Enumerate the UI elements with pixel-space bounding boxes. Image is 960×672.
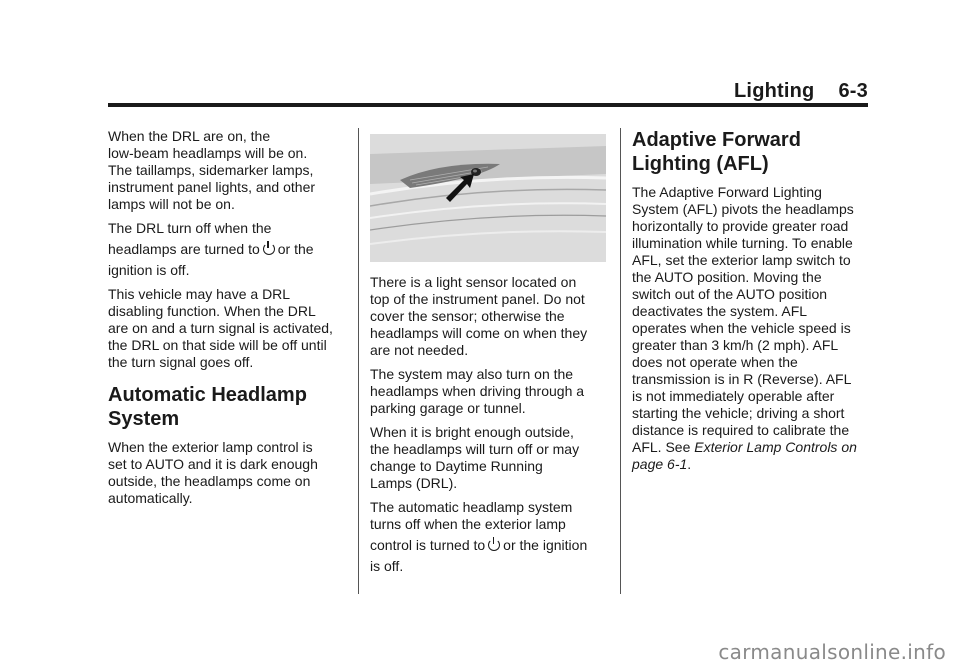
- text-line: change to Daytime Running: [370, 458, 543, 474]
- text-line: is off.: [370, 558, 404, 574]
- text-line: When the DRL are on, the: [108, 128, 271, 144]
- text-line: The automatic headlamp system: [370, 499, 573, 515]
- text-line: headlamps when driving through a: [370, 383, 585, 399]
- heading-line: System: [108, 408, 180, 430]
- text-line: the DRL on that side will be off until: [108, 337, 327, 353]
- text-line: When the exterior lamp control is: [108, 439, 313, 455]
- text-line: the headlamps will turn off or may: [370, 441, 580, 457]
- power-off-icon: [263, 243, 275, 255]
- text-line: the AUTO position. Moving the: [632, 269, 822, 285]
- text-line: When it is bright enough outside,: [370, 424, 574, 440]
- light-sensor-illustration: [370, 134, 606, 262]
- header-rule: [108, 103, 868, 107]
- sensor-location-paragraph: [370, 274, 610, 359]
- text-fragment: or the: [277, 241, 314, 257]
- text-line: disabling function. When the DRL: [108, 303, 316, 319]
- text-line: There is a light sensor located on: [370, 274, 577, 290]
- text-line: distance is required to calibrate the: [632, 422, 850, 438]
- text-line: operates when the vehicle speed is: [632, 320, 851, 336]
- text-fragment: or the ignition: [503, 537, 588, 553]
- text-line: transmission is in R (Reverse). AFL: [632, 371, 852, 387]
- text-line: top of the instrument panel. Do not: [370, 291, 585, 307]
- text-line: outside, the headlamps come on: [108, 473, 311, 489]
- text-line: cover the sensor; otherwise the: [370, 308, 565, 324]
- text-line: low-beam headlamps will be on.: [108, 145, 308, 161]
- column-2: [370, 128, 610, 582]
- text-line: greater than 3 km/h (2 mph). AFL: [632, 337, 839, 353]
- text-fragment: control is turned to: [370, 537, 486, 553]
- text-line: The taillamps, sidemarker lamps,: [108, 162, 314, 178]
- text-line: [632, 456, 872, 473]
- text-line: automatically.: [108, 490, 193, 506]
- text-line: are not needed.: [370, 342, 469, 358]
- text-line: switch out of the AUTO position: [632, 286, 828, 302]
- text-line: lamps will not be on.: [108, 196, 235, 212]
- text-line: The DRL turn off when the: [108, 220, 272, 236]
- text-line: does not operate when the: [632, 354, 798, 370]
- text-line: The system may also turn on the: [370, 366, 574, 382]
- text-line: [632, 439, 872, 456]
- text-line: Lamps (DRL).: [370, 475, 458, 491]
- bright-outside-paragraph: [370, 424, 610, 492]
- text-line: is not immediately operable after: [632, 388, 835, 404]
- text-line: ignition is off.: [108, 262, 190, 278]
- system-off-paragraph: [370, 499, 610, 575]
- auto-headlamp-paragraph: [108, 439, 348, 507]
- text-line: The Adaptive Forward Lighting: [632, 184, 822, 200]
- column-3: [632, 128, 872, 480]
- text-line: starting the vehicle; driving a short: [632, 405, 845, 421]
- heading-line: Automatic Headlamp: [108, 384, 307, 406]
- column-divider-1: [358, 128, 359, 594]
- text-line: instrument panel lights, and other: [108, 179, 316, 195]
- automatic-headlamp-heading: [108, 383, 348, 431]
- text-line: headlamps will come on when they: [370, 325, 588, 341]
- tunnel-paragraph: [370, 366, 610, 417]
- text-line: are on and a turn signal is activated,: [108, 320, 333, 336]
- page-number: 6-3: [838, 80, 868, 102]
- afl-paragraph: [632, 184, 872, 473]
- heading-line: Lighting (AFL): [632, 153, 769, 175]
- afl-heading: [632, 128, 872, 176]
- text-line: illumination while turning. To enable: [632, 235, 853, 251]
- drl-on-paragraph: [108, 128, 348, 213]
- text-line: the turn signal goes off.: [108, 354, 254, 370]
- power-off-icon: [488, 539, 500, 551]
- text-line: turns off when the exterior lamp: [370, 516, 566, 532]
- text-line: deactivates the system. AFL: [632, 303, 808, 319]
- text-line: This vehicle may have a DRL: [108, 286, 291, 302]
- drl-disable-paragraph: [108, 286, 348, 371]
- exterior-lamp-controls-link[interactable]: Exterior Lamp Controls on: [694, 439, 857, 455]
- text-line: set to AUTO and it is dark enough: [108, 456, 318, 472]
- text-line: [108, 241, 348, 258]
- watermark: carmanualsonline.info: [718, 640, 946, 664]
- text-line: System (AFL) pivots the headlamps: [632, 201, 854, 217]
- header-title: [734, 80, 868, 103]
- text-line: AFL, set the exterior lamp switch to: [632, 252, 851, 268]
- text-line: horizontally to provide greater road: [632, 218, 849, 234]
- drl-off-paragraph: [108, 220, 348, 279]
- text-line: [370, 537, 610, 554]
- heading-line: Adaptive Forward: [632, 129, 801, 151]
- column-1: [108, 128, 348, 514]
- text-line: parking garage or tunnel.: [370, 400, 526, 416]
- text-fragment: headlamps are turned to: [108, 241, 260, 257]
- text-fragment: AFL. See: [632, 439, 691, 455]
- column-divider-2: [620, 128, 621, 594]
- section-name: Lighting: [734, 80, 815, 102]
- text-fragment: .: [687, 456, 692, 472]
- page-reference-link[interactable]: page 6-1: [632, 456, 688, 472]
